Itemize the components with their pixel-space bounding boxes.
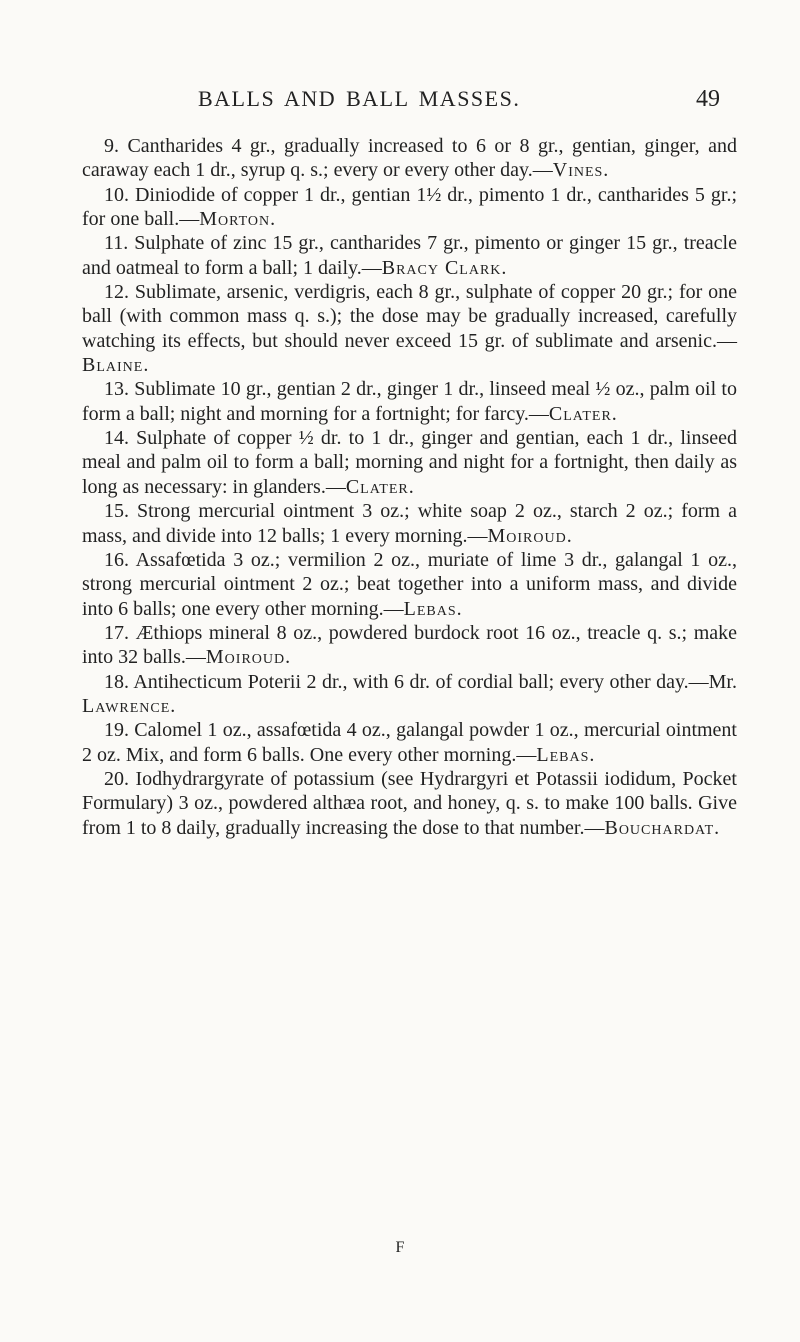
formula-entry xyxy=(82,183,737,232)
formula-entry xyxy=(82,426,737,499)
page-body xyxy=(82,134,737,840)
authority-name: Vines. xyxy=(552,159,610,182)
authority-name: Moiroud. xyxy=(205,646,292,669)
entry-text: 16. Assafœtida 3 oz.; vermilion 2 oz., muriate of lime 3 dr., galangal 1 oz., strong mercurial ointment 2 oz.; beat together into a uniform mass, and divide into 6 balls; one every other morning.— xyxy=(82,548,737,620)
authority-name: Bouchardat. xyxy=(604,816,721,839)
authority-name: Bracy Clark. xyxy=(381,256,508,279)
authority-name: Clater. xyxy=(548,402,618,425)
formula-entry xyxy=(82,134,737,183)
entry-text: 9. Cantharides 4 gr., gradually increased to 6 or 8 gr., gentian, ginger, and caraway each 1 dr., syrup q. s.; every or every other day.— xyxy=(82,135,737,182)
entry-text: 17. Æthiops mineral 8 oz., powdered burdock root 16 oz., treacle q. s.; make into 32 balls.— xyxy=(82,621,737,669)
authority-name: Lawrence. xyxy=(82,694,177,717)
formula-entry xyxy=(82,621,737,670)
authority-name: Moiroud. xyxy=(487,524,573,547)
page-header xyxy=(198,86,720,122)
entry-text: 20. Iodhydrargyrate of potassium (see Hydrargyri et Potassii iodidum, Pocket Formulary) 3 oz., powdered althæa root, and honey, q. s. to make 100 balls. Give from 1 to 8 daily, gradually increasing the dose to that number.— xyxy=(82,767,737,839)
formula-entry xyxy=(82,280,737,377)
entry-text: 19. Calomel 1 oz., assafœtida 4 oz., galangal powder 1 oz., mercurial ointment 2 oz. Mix, and form 6 balls. One every other morning.— xyxy=(82,719,737,766)
entry-text: 14. Sulphate of copper ½ dr. to 1 dr., ginger and gentian, each 1 dr., linseed meal and palm oil to form a ball; morning and night for a fortnight, then daily as long as necessary: in glanders.— xyxy=(82,427,737,498)
entry-text: 15. Strong mercurial ointment 3 oz.; white soap 2 oz., starch 2 oz.; form a mass, and divide into 12 balls; 1 every morning.— xyxy=(82,500,737,547)
formula-entry xyxy=(82,231,737,280)
entry-text: 13. Sublimate 10 gr., gentian 2 dr., ginger 1 dr., linseed meal ½ oz., palm oil to form a ball; night and morning for a fortnight; for farcy.— xyxy=(82,378,737,425)
entry-text: 10. Diniodide of copper 1 dr., gentian 1½ dr., pimento 1 dr., cantharides 5 gr.; for one ball.— xyxy=(82,183,737,231)
formula-entry xyxy=(82,377,737,426)
running-head: BALLS AND BALL MASSES. xyxy=(198,86,521,111)
entry-text: 18. Antihecticum Poterii 2 dr., with 6 dr. of cordial ball; every other day.—Mr. xyxy=(104,670,737,693)
entry-text: 11. Sulphate of zinc 15 gr., cantharides 7 gr., pimento or ginger 15 gr., treacle and oatmeal to form a ball; 1 daily.— xyxy=(82,232,737,279)
authority-name: Lebas. xyxy=(403,597,463,620)
authority-name: Blaine. xyxy=(82,354,150,377)
authority-name: Clater. xyxy=(345,475,415,498)
authority-name: Morton. xyxy=(199,208,277,231)
signature-mark: F xyxy=(395,1239,405,1256)
page-number: 49 xyxy=(696,86,720,112)
entry-text: 12. Sublimate, arsenic, verdigris, each 8 gr., sulphate of copper 20 gr.; for one ball (with common mass q. s.); the dose may be gradually increased, carefully watching its effects, but should never exceed 15 gr. of sublimate and arsenic.— xyxy=(82,281,737,352)
formula-entry xyxy=(82,718,737,767)
formula-entry xyxy=(82,767,737,840)
formula-entry xyxy=(82,670,737,719)
formula-entry xyxy=(82,499,737,548)
authority-name: Lebas. xyxy=(536,743,596,766)
formula-entry xyxy=(82,548,737,621)
